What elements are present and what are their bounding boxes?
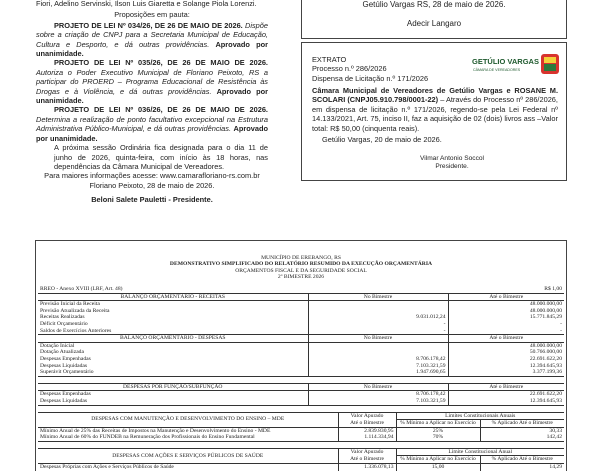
svg-text:CÂMARA DE VEREADORES: CÂMARA DE VEREADORES bbox=[473, 68, 521, 72]
funcao-table: DESPESAS POR FUNÇÃO/SUBFUNÇÃO No Bimestre Até o Bimestre Despesas Empenhadas 8.706.178,42 22.691.622,20 Despesas Liquidadas 7.103.321,59 12.394.645,93 bbox=[40, 383, 562, 404]
table-row: Saldos de Exercícios Anteriores - - bbox=[40, 327, 562, 334]
extrato-signer: Vilmar Antonio Soccol bbox=[419, 155, 485, 162]
bill-035: PROJETO DE LEI Nº 035/26, DE 26 DE MAIO DE 2026. Autoriza o Poder Executivo Municipal de Floriano Peixoto, RS a participar do PROERD – Programa Educacional de Resistência às Drogas e à Violência, e dá outras providências. Aprovado por unanimidade. bbox=[36, 58, 268, 106]
signature: Beloni Salete Pauletti - Presidente. bbox=[91, 195, 213, 205]
mde-table: DESPESAS COM MANUTENÇÃO E DESENVOLVIMENTO DO ENSINO – MDE Valor Apurado Limites Constitucionais Anuais Até o Bimestre % Mínimo a Aplicar no Exercício % Aplicado Até o Bimestre Mínimo Anual de 25% das Receitas de Impostos na Manutenção e Desenvolvimento do Ensino - MDE 2.839.830,95 25% 30,33 Mínimo Anual de 60% do FUNDEB na Remuneração dos Profissionais do Ensino Fundamental 1.114.334,94 70% 142,42 bbox=[40, 412, 562, 441]
col-ate: Até o Bimestre bbox=[448, 293, 564, 301]
table-row: Mínimo Anual de 25% das Receitas de Impostos na Manutenção e Desenvolvimento do Ensino - MDE 2.839.830,95 25% 30,33 bbox=[40, 427, 562, 434]
notice-date: Getúlio Vargas RS, 28 de maio de 2026. bbox=[362, 0, 506, 9]
rreo-label: RREO - Anexo XVIII (LRF, Art. 48) bbox=[40, 286, 123, 292]
notice-box-top bbox=[301, 0, 567, 39]
more-info: Para maiores informações acesse: www.camarafloriano-rs.com.br bbox=[44, 171, 260, 181]
funcao-title: DESPESAS POR FUNÇÃO/SUBFUNÇÃO bbox=[38, 383, 308, 391]
report-header bbox=[36, 255, 566, 281]
report-subtitle: ORÇAMENTOS FISCAL E DA SEGURIDADE SOCIAL bbox=[235, 267, 367, 274]
extrato-processo: Processo n.º 286/2026 bbox=[312, 64, 387, 74]
col-bimestre: No Bimestre bbox=[308, 293, 448, 301]
table-row: Despesas Liquidadas 7.103.321,59 12.394.645,93 bbox=[40, 362, 562, 369]
table-row: Previsão Atualizada da Receita 48.000.000,00 bbox=[40, 307, 562, 314]
extrato-body: Câmara Municipal de Vereadores de Getúlio Vargas e ROSANE M. SCOLARI (CNPJ05.910.798/0001-22) – Através do Processo nº 286/2026, em dispensa de licitação n.º 171/2026, regendo-se pela Lei Federal nº 14.133/2021, Art. 75, inciso II, faz a aquisição de 02 (dois) livros ass –Valor total: R$ 50,00 (cinquenta reais). bbox=[312, 86, 558, 133]
table-row: Despesas Liquidadas 7.103.321,59 12.394.645,93 bbox=[40, 397, 562, 404]
logo-graphic bbox=[470, 53, 562, 77]
extrato-header bbox=[312, 55, 482, 83]
next-session: A próxima sessão Ordinária fica designada para o dia 11 de junho de 2026, quinta-feira, com início às 18 horas, nas dependências da Câmara Municipal de Vereadores. bbox=[54, 143, 268, 171]
budget-report bbox=[35, 240, 567, 471]
extrato-box bbox=[301, 42, 567, 181]
notice-signer: Adecir Langaro bbox=[406, 19, 462, 28]
extrato-role: Presidente. bbox=[435, 163, 469, 170]
table-row: Previsão Inicial da Receita 48.000.000,00 bbox=[40, 301, 562, 308]
extrato-title: EXTRATO bbox=[312, 55, 347, 64]
place-date: Floriano Peixoto, 28 de maio de 2026. bbox=[89, 180, 215, 190]
table-row: Dotação Inicial 48.000.000,00 bbox=[40, 342, 562, 349]
table-row: Despesas Próprias com Ações e Serviços Públicos de Saúde 1.336.078,13 15,00 14,29 bbox=[40, 464, 562, 471]
table-row: Mínimo Anual de 60% do FUNDEB na Remuneração dos Profissionais do Ensino Fundamental 1.114.334,94 70% 142,42 bbox=[40, 434, 562, 441]
getulio-vargas-logo bbox=[470, 53, 562, 77]
despesas-title: BALANÇO ORÇAMENTÁRIO - DESPESAS bbox=[38, 335, 308, 343]
table-row: Despesas Empenhadas 8.706.178,42 22.691.622,20 bbox=[40, 391, 562, 398]
councillors-names: Fiori, Adelino Servinski, Ilson Luis Giaretta e Solange Piola Lorenzi. bbox=[36, 0, 257, 8]
unit-label: R$ 1,00 bbox=[544, 286, 562, 292]
report-municipality: MUNICÍPIO DE EREBANGO, RS bbox=[261, 255, 341, 261]
report-title: DEMONSTRATIVO SIMPLIFICADO DO RELATÓRIO RESUMIDO DA EXECUÇÃO ORÇAMENTÁRIA bbox=[169, 261, 433, 268]
extrato-date: Getúlio Vargas, 20 de maio de 2026. bbox=[322, 135, 442, 144]
receitas-title: BALANÇO ORÇAMENTÁRIO - RECEITAS bbox=[38, 293, 308, 301]
table-row: Superávit Orçamentário 1.947.690,65 3.377.199,36 bbox=[40, 369, 562, 376]
extrato-signature bbox=[362, 155, 542, 171]
saude-title: DESPESAS COM AÇÕES E SERVIÇOS PÚBLICOS DE SAÚDE bbox=[38, 448, 338, 463]
rreo-line bbox=[38, 286, 564, 293]
bill-034: PROJETO DE LEI Nº 034/26, DE 26 DE MAIO DE 2026. Dispõe sobre a criação de CNPJ para a Secretaria Municipal de Educação, Cultura e Desporto, e dá outras providências. Aprovado por unanimidade. bbox=[36, 20, 268, 59]
report-tables bbox=[38, 286, 564, 471]
report-period: 2º BIMESTRE 2026 bbox=[277, 274, 325, 281]
session-column bbox=[36, 0, 268, 205]
table-row: Despesas Empenhadas 8.706.178,42 22.691.622,20 bbox=[40, 355, 562, 362]
mde-title: DESPESAS COM MANUTENÇÃO E DESENVOLVIMENTO DO ENSINO – MDE bbox=[38, 412, 338, 427]
saude-table: DESPESAS COM AÇÕES E SERVIÇOS PÚBLICOS DE SAÚDE Valor Apurado Limite Constitucional Anual Até o Bimestre % Mínimo a Aplicar no Exercício % Aplicado Até o Bimestre Despesas Próprias com Ações e Serviços Públicos de Saúde 1.336.078,13 15,00 14,29 bbox=[40, 448, 562, 471]
bill-036: PROJETO DE LEI Nº 036/26, DE 26 DE MAIO DE 2026. Determina a realização de ponto facultativo excepcional na Estrutura Administrativa Público-Municipal, e dá outras providências. Aprovado por unanimidade. bbox=[36, 105, 268, 143]
agenda-heading: Proposições em pauta: bbox=[114, 10, 190, 20]
receitas-table: BALANÇO ORÇAMENTÁRIO - RECEITAS No Bimestre Até o Bimestre Previsão Inicial da Receita 48.000.000,00 Previsão Atualizada da Receita 48.000.000,00 Receitas Realizadas 9.031.012,24 15.771.845,29 Déficit Orçamentário - - Saldos de Exercícios Anteriores - - BALANÇO ORÇAMENTÁRIO - DESPESAS No Bimestre Até o Bimestre Dotação Inicial 48.000.000,00 Dotação Atualizada 50.766.000,00 Despesas Empenhadas 8.706.178,42 22.691.622,20 Despesas Liquidadas 7.103.321,59 12.394.645,93 Superávit Orçamentário 1.947.690,65 3.377.199,36 bbox=[40, 293, 562, 376]
table-row: Déficit Orçamentário - - bbox=[40, 320, 562, 327]
extrato-dispensa: Dispensa de Licitação n.º 171/2026 bbox=[312, 73, 429, 83]
table-row: Dotação Atualizada 50.766.000,00 bbox=[40, 349, 562, 356]
table-row: Receitas Realizadas 9.031.012,24 15.771.845,29 bbox=[40, 314, 562, 321]
svg-text:GETÚLIO VARGAS: GETÚLIO VARGAS bbox=[472, 57, 539, 66]
